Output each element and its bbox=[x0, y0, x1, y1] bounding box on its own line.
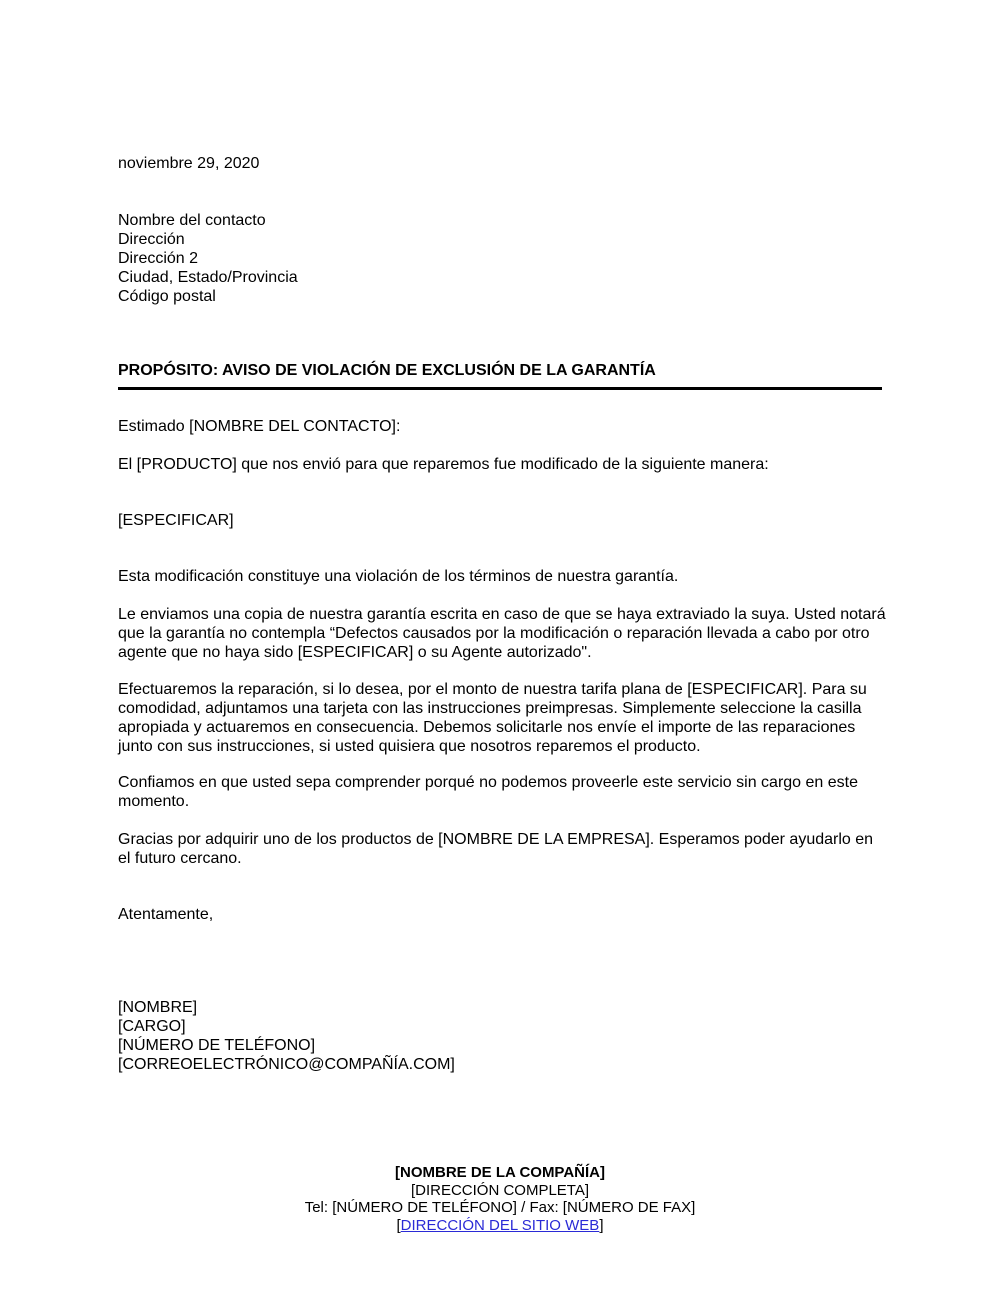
footer-address: [DIRECCIÓN COMPLETA] bbox=[410, 1181, 590, 1199]
footer-website bbox=[0, 1217, 1000, 1235]
body-paragraph-6: Gracias por adquirir uno de los productos de [NOMBRE DE LA EMPRESA]. Esperamos poder ayudarlo en el futuro cercano. bbox=[118, 831, 874, 867]
body-paragraph-specify: [ESPECIFICAR] bbox=[118, 512, 234, 529]
body-paragraph-2: Esta modificación constituye una violación de los términos de nuestra garantía. bbox=[118, 568, 679, 585]
footer-website-link[interactable]: DIRECCIÓN DEL SITIO WEB bbox=[400, 1216, 600, 1234]
subject-divider bbox=[118, 387, 882, 390]
recipient-address-1: Dirección bbox=[118, 231, 185, 248]
footer-contact: Tel: [NÚMERO DE TELÉFONO] / Fax: [NÚMERO DE FAX] bbox=[304, 1199, 696, 1216]
signature-email: [CORREOELECTRÓNICO@COMPAÑÍA.COM] bbox=[118, 1056, 455, 1073]
company-footer bbox=[0, 1164, 1000, 1234]
closing: Atentamente, bbox=[118, 906, 214, 923]
body-paragraph-3: Le enviamos una copia de nuestra garantía escrita en caso de que se haya extraviado la suya. Usted notará que la garantía no contempla “Defectos causados por la modificación o reparación llevada a cabo por otro agente que no haya sido [ESPECIFICAR] o su Agente autorizado". bbox=[118, 606, 886, 661]
recipient-postal-code: Código postal bbox=[118, 288, 216, 305]
recipient-city-state: Ciudad, Estado/Provincia bbox=[118, 269, 298, 286]
recipient-address-block bbox=[118, 211, 298, 306]
recipient-address-2: Dirección 2 bbox=[118, 250, 199, 267]
footer-website-bracket-open: [ bbox=[396, 1216, 401, 1234]
signature-title: [CARGO] bbox=[118, 1018, 186, 1035]
body-paragraph-5: Confiamos en que usted sepa comprender porqué no podemos proveerle este servicio sin cargo en este momento. bbox=[118, 774, 858, 810]
footer-website-bracket-close: ] bbox=[599, 1216, 604, 1234]
signature-phone: [NÚMERO DE TELÉFONO] bbox=[118, 1037, 316, 1054]
subject-heading: PROPÓSITO: AVISO DE VIOLACIÓN DE EXCLUSIÓN DE LA GARANTÍA bbox=[118, 362, 656, 379]
letter-date: noviembre 29, 2020 bbox=[118, 155, 260, 172]
body-paragraph-4: Efectuaremos la reparación, si lo desea, por el monto de nuestra tarifa plana de [ESPECIFICAR]. Para su comodidad, adjuntamos una tarjeta con las instrucciones preimpresas. Simplemente seleccione la casilla apropiada y actuaremos en consecuencia. Debemos solicitarle nos envíe el importe de las reparaciones junto con sus instrucciones, si usted quisiera que nosotros reparemos el producto. bbox=[118, 681, 867, 755]
recipient-name: Nombre del contacto bbox=[118, 212, 266, 229]
salutation: Estimado [NOMBRE DEL CONTACTO]: bbox=[118, 418, 401, 435]
body-paragraph-1: El [PRODUCTO] que nos envió para que reparemos fue modificado de la siguiente manera: bbox=[118, 456, 769, 473]
signature-block bbox=[118, 998, 455, 1074]
signature-name: [NOMBRE] bbox=[118, 999, 198, 1016]
footer-company-name: [NOMBRE DE LA COMPAÑÍA] bbox=[395, 1164, 605, 1181]
